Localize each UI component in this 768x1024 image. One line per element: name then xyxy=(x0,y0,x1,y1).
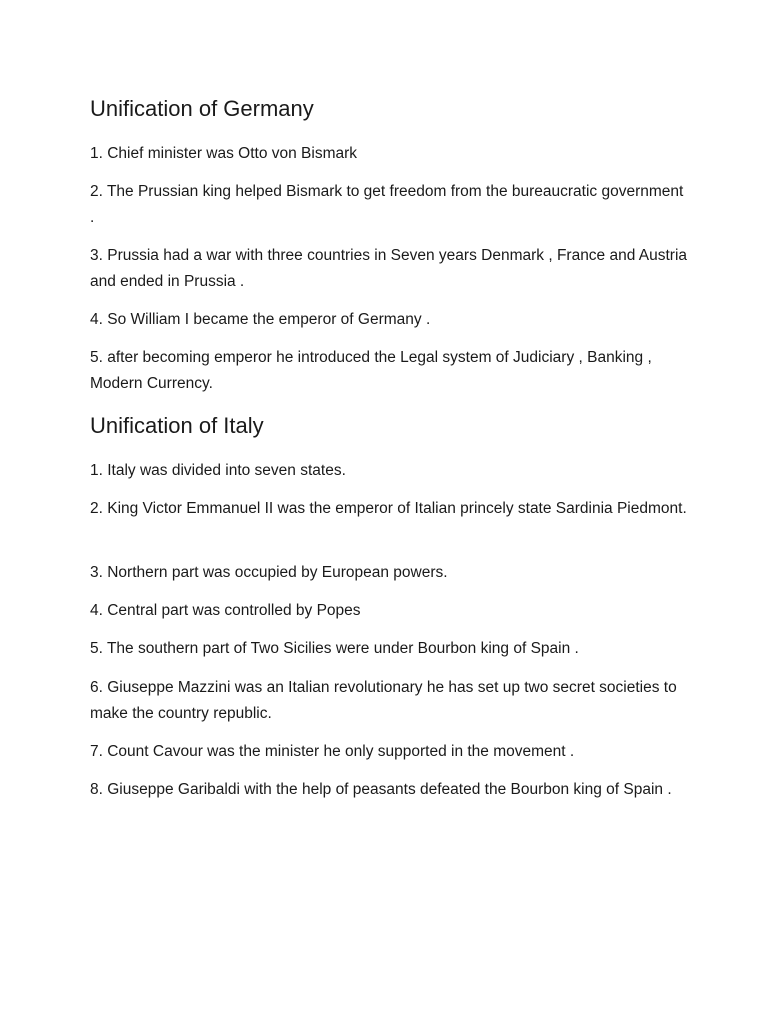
italy-item-3: 3. Northern part was occupied by European powers. xyxy=(90,564,448,581)
germany-item-1: 1. Chief minister was Otto von Bismark xyxy=(90,145,358,162)
italy-item-2: 2. King Victor Emmanuel II was the emperor of Italian princely state Sardinia Piedmont. xyxy=(90,500,687,517)
germany-item-5: 5. after becoming emperor he introduced the Legal system of Judiciary , Banking , Modern Currency. xyxy=(90,349,652,392)
italy-item-1: 1. Italy was divided into seven states. xyxy=(90,462,346,479)
italy-item-6: 6. Giuseppe Mazzini was an Italian revolutionary he has set up two secret societies to make the country republic. xyxy=(90,679,677,722)
italy-item-5: 5. The southern part of Two Sicilies were under Bourbon king of Spain . xyxy=(90,640,579,657)
germany-item-4: 4. So William I became the emperor of Germany . xyxy=(90,311,431,328)
germany-item-3: 3. Prussia had a war with three countries in Seven years Denmark , France and Austria and ended in Prussia . xyxy=(90,247,688,290)
italy-item-7: 7. Count Cavour was the minister he only supported in the movement . xyxy=(90,743,575,760)
italy-item-8: 8. Giuseppe Garibaldi with the help of peasants defeated the Bourbon king of Spain . xyxy=(90,781,672,798)
italy-item-4: 4. Central part was controlled by Popes xyxy=(90,602,361,619)
section-heading-italy: Unification of Italy xyxy=(90,413,264,438)
section-heading-germany: Unification of Germany xyxy=(90,96,314,121)
germany-item-2: 2. The Prussian king helped Bismark to get freedom from the bureaucratic government . xyxy=(90,183,684,226)
